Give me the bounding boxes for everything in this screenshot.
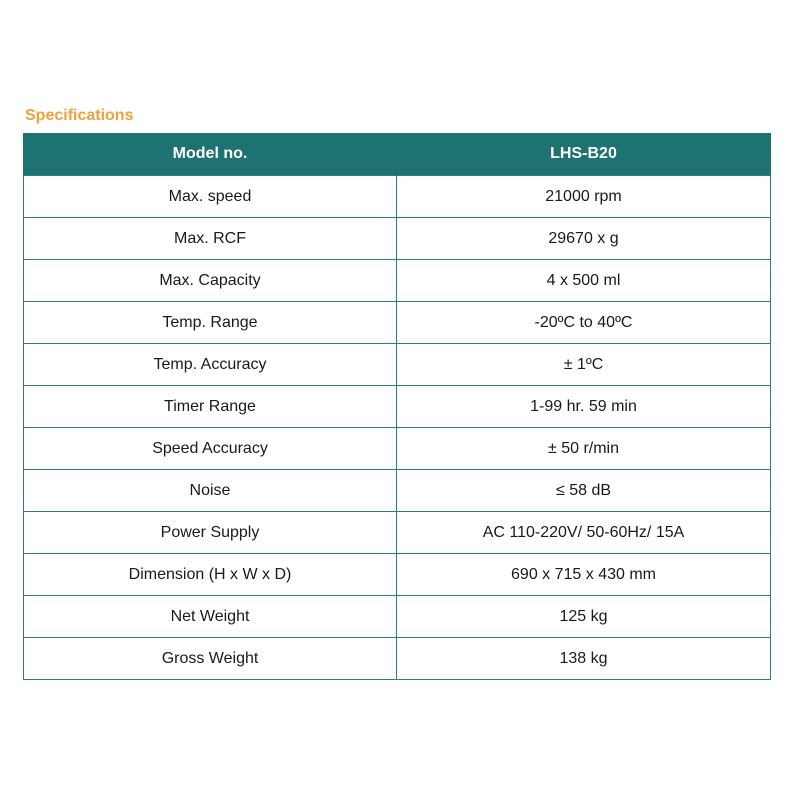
table-row xyxy=(24,428,771,470)
spec-label: Power Supply xyxy=(24,512,397,554)
spec-label: Timer Range xyxy=(24,386,397,428)
spec-value: -20ºC to 40ºC xyxy=(397,302,771,344)
table-header-row xyxy=(24,133,771,176)
table-row xyxy=(24,344,771,386)
table-row xyxy=(24,512,771,554)
spec-label: Gross Weight xyxy=(24,638,397,680)
spec-value: 125 kg xyxy=(397,596,771,638)
spec-value: 690 x 715 x 430 mm xyxy=(397,554,771,596)
spec-label: Dimension (H x W x D) xyxy=(24,554,397,596)
header-model-value: LHS-B20 xyxy=(397,133,771,176)
spec-label: Max. RCF xyxy=(24,218,397,260)
table-row xyxy=(24,302,771,344)
table-row xyxy=(24,386,771,428)
spec-value: ± 1ºC xyxy=(397,344,771,386)
table-row xyxy=(24,218,771,260)
spec-value: 29670 x g xyxy=(397,218,771,260)
spec-value: AC 110-220V/ 50-60Hz/ 15A xyxy=(397,512,771,554)
spec-label: Temp. Accuracy xyxy=(24,344,397,386)
specifications-table xyxy=(23,133,771,680)
spec-value: 4 x 500 ml xyxy=(397,260,771,302)
table-row xyxy=(24,176,771,218)
spec-label: Noise xyxy=(24,470,397,512)
spec-value: 21000 rpm xyxy=(397,176,771,218)
table-row xyxy=(24,470,771,512)
spec-value: 1-99 hr. 59 min xyxy=(397,386,771,428)
table-row xyxy=(24,554,771,596)
spec-label: Max. speed xyxy=(24,176,397,218)
spec-value: ≤ 58 dB xyxy=(397,470,771,512)
spec-label: Speed Accuracy xyxy=(24,428,397,470)
header-model-label: Model no. xyxy=(24,133,397,176)
spec-value: ± 50 r/min xyxy=(397,428,771,470)
table-row xyxy=(24,596,771,638)
spec-label: Temp. Range xyxy=(24,302,397,344)
spec-label: Max. Capacity xyxy=(24,260,397,302)
spec-label: Net Weight xyxy=(24,596,397,638)
table-row xyxy=(24,260,771,302)
spec-value: 138 kg xyxy=(397,638,771,680)
section-title: Specifications xyxy=(25,107,134,124)
table-row xyxy=(24,638,771,680)
